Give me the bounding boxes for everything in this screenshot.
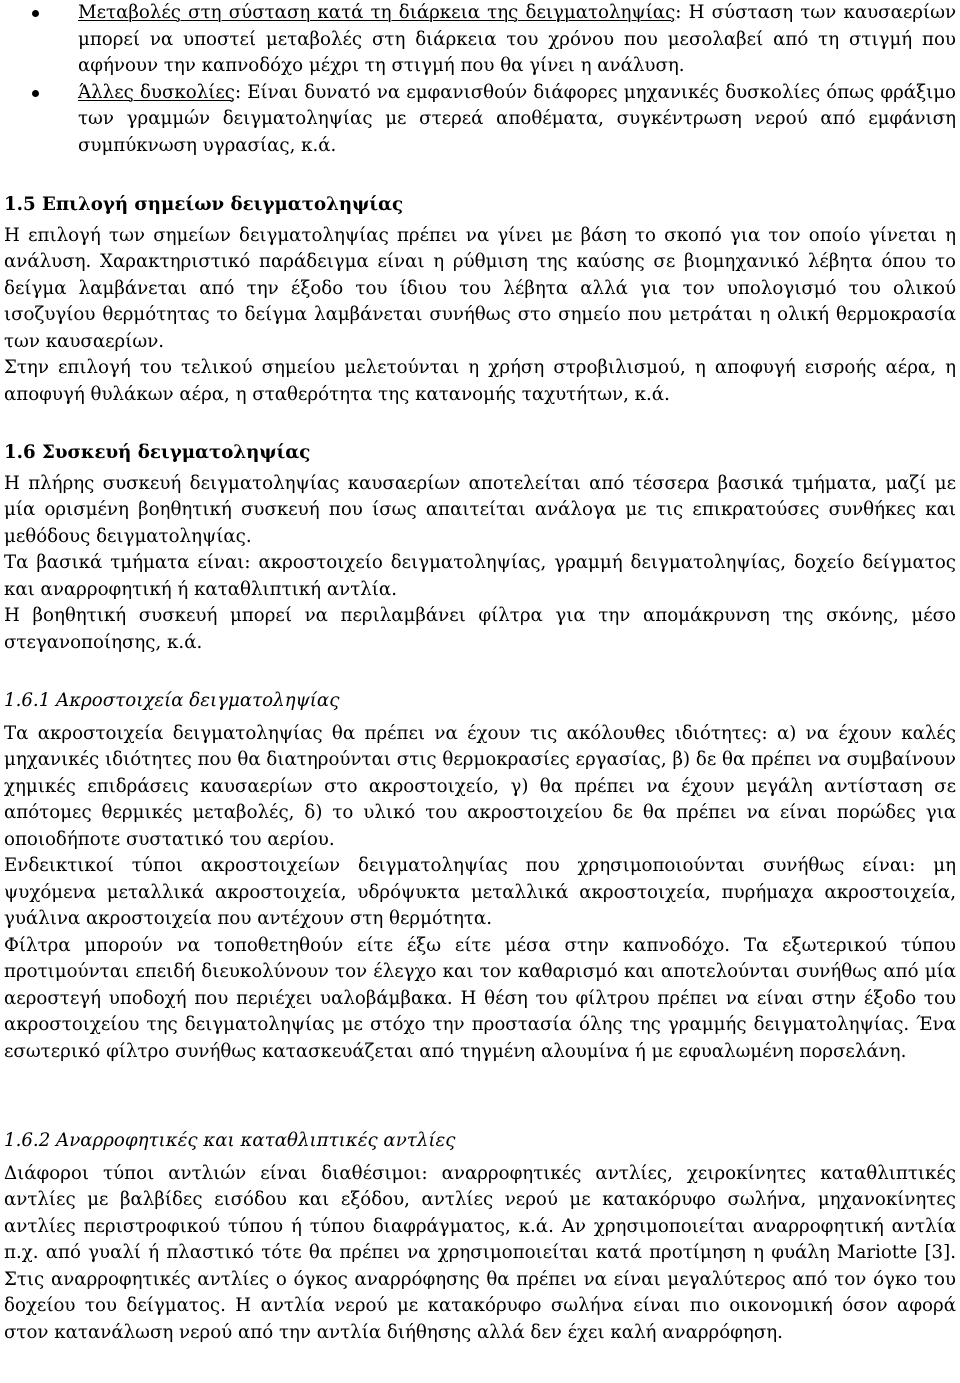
paragraph: Στην επιλογή του τελικού σημείου μελετούνται η χρήση στροβιλισμού, η αποφυγή εισροής αέρα, η αποφυγή θυλάκων αέρα, η σταθερότητα της κατανομής ταχυτήτων, κ.ά. <box>4 357 956 405</box>
paragraph: Διάφοροι τύποι αντλιών είναι διαθέσιμοι: αναρροφητικές αντλίες, χειροκίνητες καταθλιπτικές αντλίες με βαλβίδες εισόδου και εξόδου, αντλίες νερού με κατακόρυφο σωλήνα, μηχανοκίνητες αντλίες περιστροφικού τύπου ή τύπου διαφράγματος, κ.ά. Αν χρησιμοποιείται αναρροφητική αντλία π.χ. από γυαλί ή πλαστικό τότε θα πρέπει να χρησιμοποιείται κατά προτίμηση η φυάλη Mariotte [3]. Στις αναρροφητικές αντλίες ο όγκος αναρρόφησης θα πρέπει να είναι μεγαλύτερος από τον όγκο του δοχείου του δείγματος. Η αντλία νερού με κατακόρυφο σωλήνα είναι πιο οικονομική όσον αφορά στον κατανάλωση νερού από την αντλία διήθησης αλλά δεν έχει καλή αναρρόφηση. <box>4 1162 956 1343</box>
paragraph: Η επιλογή των σημείων δειγματοληψίας πρέπει να γίνει με βάση το σκοπό για τον οποίο γίνεται η ανάλυση. Χαρακτηριστικό παράδειγμα είναι η ρύθμιση της καύσης σε βιομηχανικό λέβητα όπου το δείγμα λαμβάνεται από την έξοδο του ίδιου του λέβητα αλλά για τον υπολογισμό του ολικού ισοζυγίου θερμότητας το δείγμα λαμβάνεται συνήθως στο σημείο που μετράται η ολική θερμοκρασία των καυσαερίων. <box>4 224 956 352</box>
paragraph: Φίλτρα μπορούν να τοποθετηθούν είτε έξω είτε μέσα στην καπνοδόχο. Τα εξωτερικού τύπου προτιμούνται επειδή διευκολύνουν τον έλεγχο και τον καθαρισμό και αποτελούνται συνήθως από μία αεροστεγή υποδοχή που περιέχει υαλοβάμβακα. Η θέση του φίλτρου πρέπει να είναι στην έξοδο του ακροστοιχείου της δειγματοληψίας με στόχο την προστασία όλης της γραμμής δειγματοληψίας. Ένα εσωτερικό φίλτρο συνήθως κατασκευάζεται από τηγμένη αλουμίνα ή με εφυαλωμένη πορσελάνη. <box>4 934 956 1062</box>
bullet-list <box>78 0 956 159</box>
list-item <box>78 80 956 160</box>
section-1-5 <box>4 192 956 408</box>
paragraph: Η πλήρης συσκευή δειγματοληψίας καυσαερίων αποτελείται από τέσσερα βασικά τμήματα, μαζί με μία ορισμένη βοηθητική συσκευή που ίσως απαιτείται ανάλογα με τις επικρατούσες συνθήκες και μεθόδους δειγματοληψίας. <box>4 472 956 547</box>
section-heading: 1.5 Επιλογή σημείων δειγματοληψίας <box>4 194 404 215</box>
bullet-text: : Η σύσταση των καυσαερίων μπορεί να υποστεί μεταβολές στη διάρκεια του χρόνου που μεσολαβεί από τη στιγμή που αφήνουν την καπνοδόχο μέχρι τη στιγμή που θα γίνει η ανάλυση. <box>78 2 957 76</box>
subsection-heading: 1.6.1 Ακροστοιχεία δειγματοληψίας <box>4 690 340 711</box>
bullet-term: Άλλες δυσκολίες <box>78 81 235 103</box>
bullet-term: Μεταβολές στη σύσταση κατά τη διάρκεια της δειγματοληψίας <box>78 2 676 23</box>
bullet-text: : Είναι δυνατό να εμφανισθούν διάφορες μηχανικές δυσκολίες όπως φράξιμο των γραμμών δειγματοληψίας με στερεά αποθέματα, συγκέντρωση νερού από εμφάνιση συμπύκνωση υγρασίας, κ.ά. <box>78 81 957 156</box>
paragraph: Τα ακροστοιχεία δειγματοληψίας θα πρέπει να έχουν τις ακόλουθες ιδιότητες: α) να έχουν καλές μηχανικές ιδιότητες που θα διατηρούνται στις θερμοκρασίες εργασίας, β) δε θα πρέπει να συμβαίνουν χημικές επιδράσεις καυσαερίων στο ακροστοιχείο, γ) θα πρέπει να έχουν μεγάλη αντίσταση σε απότομες θερμικές μεταβολές, δ) το υλικό του ακροστοιχείου δε θα πρέπει να είναι πορώδες για οποιοδήποτε συστατικό του αερίου. <box>4 722 956 850</box>
bullet-dot-icon <box>32 90 39 97</box>
paragraph: Ενδεικτικοί τύποι ακροστοιχείων δειγματοληψίας που χρησιμοποιούνται συνήθως είναι: μη ψυχόμενα μεταλλικά ακροστοιχεία, υδρόψυκτα μεταλλικά ακροστοιχεία, πυρήμαχα ακροστοιχεία, γυάλινα ακροστοιχεία που αντέχουν στη θερμότητα. <box>4 855 956 929</box>
paragraph: Τα βασικά τμήματα είναι: ακροστοιχείο δειγματοληψίας, γραμμή δειγματοληψίας, δοχείο δείγματος και αναρροφητική ή καταθλιπτική αντλία. <box>4 552 956 600</box>
list-item <box>78 0 956 80</box>
section-1-6 <box>4 440 956 656</box>
paragraph: Η βοηθητική συσκευή μπορεί να περιλαμβάνει φίλτρα για την απομάκρυνση της σκόνης, μέσο στεγανοποίησης, κ.ά. <box>4 605 956 653</box>
section-1-6-1 <box>4 688 956 1065</box>
subsection-heading: 1.6.2 Αναρροφητικές και καταθλιπτικές αντλίες <box>4 1130 456 1151</box>
section-1-6-2 <box>4 1128 956 1346</box>
section-heading: 1.6 Συσκευή δειγματοληψίας <box>4 442 311 463</box>
bullet-dot-icon <box>32 10 39 17</box>
